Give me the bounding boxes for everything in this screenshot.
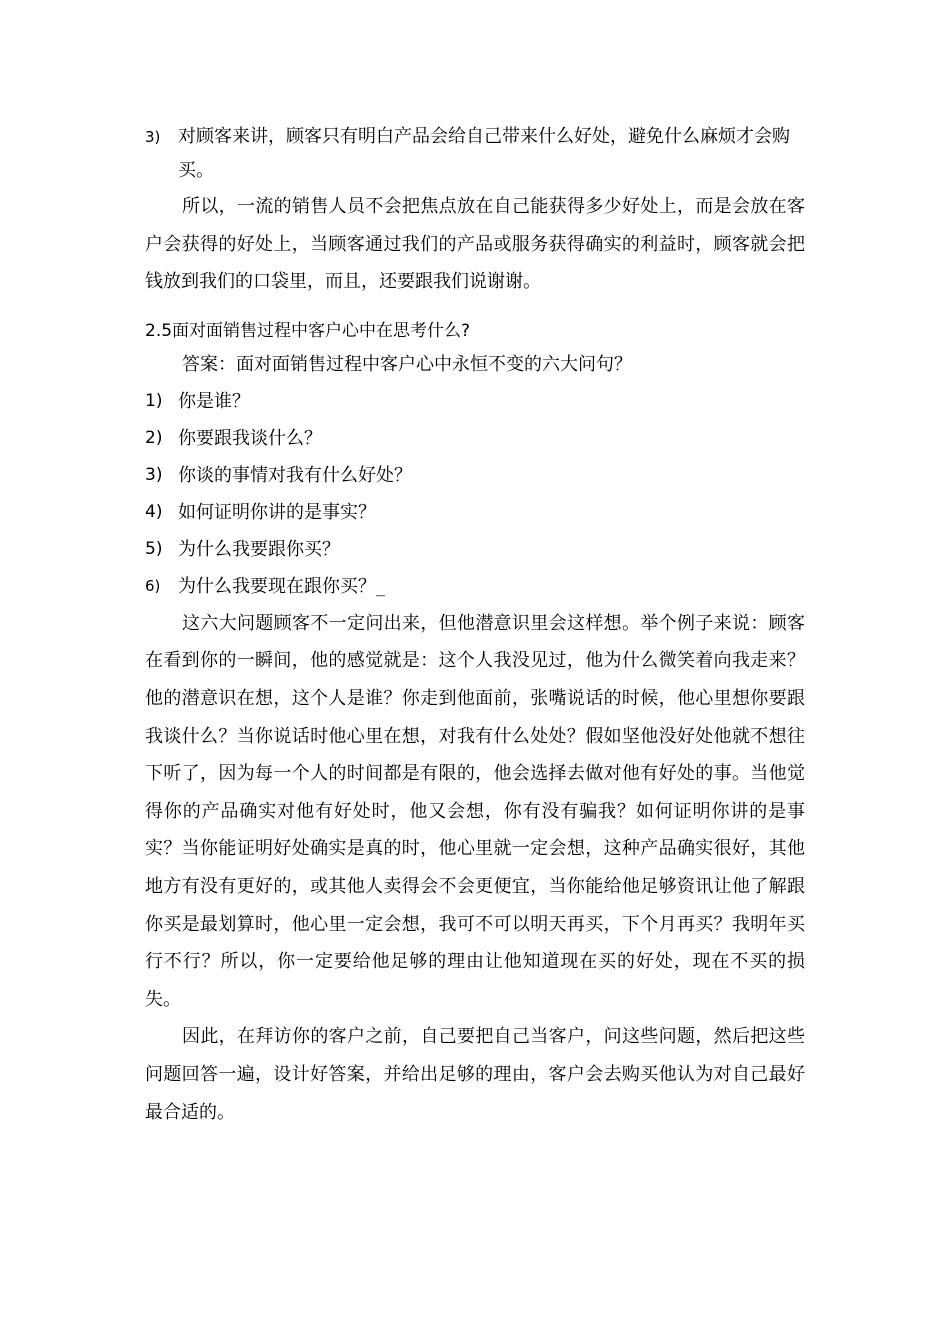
list-number: 6) <box>145 576 161 595</box>
section-heading: 2.5面对面销售过程中客户心中在思考什么? <box>145 320 471 341</box>
list-text: 你谈的事情对我有什么好处？ <box>178 464 412 486</box>
list-text: 为什么我要现在跟你买？_ <box>178 575 385 597</box>
list-text: 你是谁？ <box>178 390 250 412</box>
list-text: 对顾客来讲，顾客只有明白产品会给自己带来什么好处，避免什么麻烦才会购买。 <box>178 126 790 181</box>
six-questions-list <box>145 383 805 605</box>
paragraph-conclusion: 因此，在拜访你的客户之前，自己要把自己当客户，问这些问题，然后把这些问题回答一遍，设计好答案，并给出足够的理由，客户会去购买他认为对自己最好最合适的。 <box>145 1026 805 1123</box>
list-number: 1) <box>145 390 163 411</box>
list-item <box>145 531 805 568</box>
list-text: 你要跟我谈什么？ <box>178 427 322 449</box>
list-item <box>145 568 805 605</box>
list-item-customer-benefit <box>145 120 805 188</box>
list-number: 3) <box>145 128 161 146</box>
list-text: 如何证明你讲的是事实？ <box>178 501 376 523</box>
list-text: 为什么我要跟你买？ <box>178 538 340 560</box>
list-item <box>145 420 805 457</box>
paragraph-six-questions-explained: 这六大问题顾客不一定问出来，但他潜意识里会这样想。举个例子来说：顾客在看到你的一瞬间，他的感觉就是：这个人我没见过，他为什么微笑着向我走来？他的潜意识在想，这个人是谁？你走到他面前，张嘴说话的时候，他心里想你要跟我谈什么？当你说话时他心里在想，对我有什么处处？假如坚他没好处他就不想往下听了，因为每一个人的时间都是有限的，他会选择去做对他有好处的事。当他觉得你的产品确实对他有好处时，他又会想，你有没有骗我？如何证明你讲的是事实？当你能证明好处确实是真的时，他心里就一定会想，这种产品确实很好，其他地方有没有更好的，或其他人卖得会不会更便宜，当你能给他足够资讯让他了解跟你买是最划算时，他心里一定会想，我可不可以明天再买，下个月再买？我明年买行不行？所以，你一定要给他足够的理由让他知道现在买的好处，现在不买的损失。 <box>145 612 805 1010</box>
list-number: 4) <box>145 501 163 522</box>
list-item <box>145 383 805 420</box>
document-body <box>145 120 805 1131</box>
list-number: 5) <box>145 538 163 559</box>
paragraph-top-sales: 所以，一流的销售人员不会把焦点放在自己能获得多少好处上，而是会放在客户会获得的好处上，当顾客通过我们的产品或服务获得确实的利益时，顾客就会把钱放到我们的口袋里，而且，还要跟我们说谢谢。 <box>145 196 805 293</box>
list-number: 3) <box>145 464 163 485</box>
list-item <box>145 494 805 531</box>
list-item <box>145 457 805 494</box>
list-number: 2) <box>145 427 163 448</box>
answer-line: 答案：面对面销售过程中客户心中永恒不变的六大问句？ <box>182 353 632 375</box>
